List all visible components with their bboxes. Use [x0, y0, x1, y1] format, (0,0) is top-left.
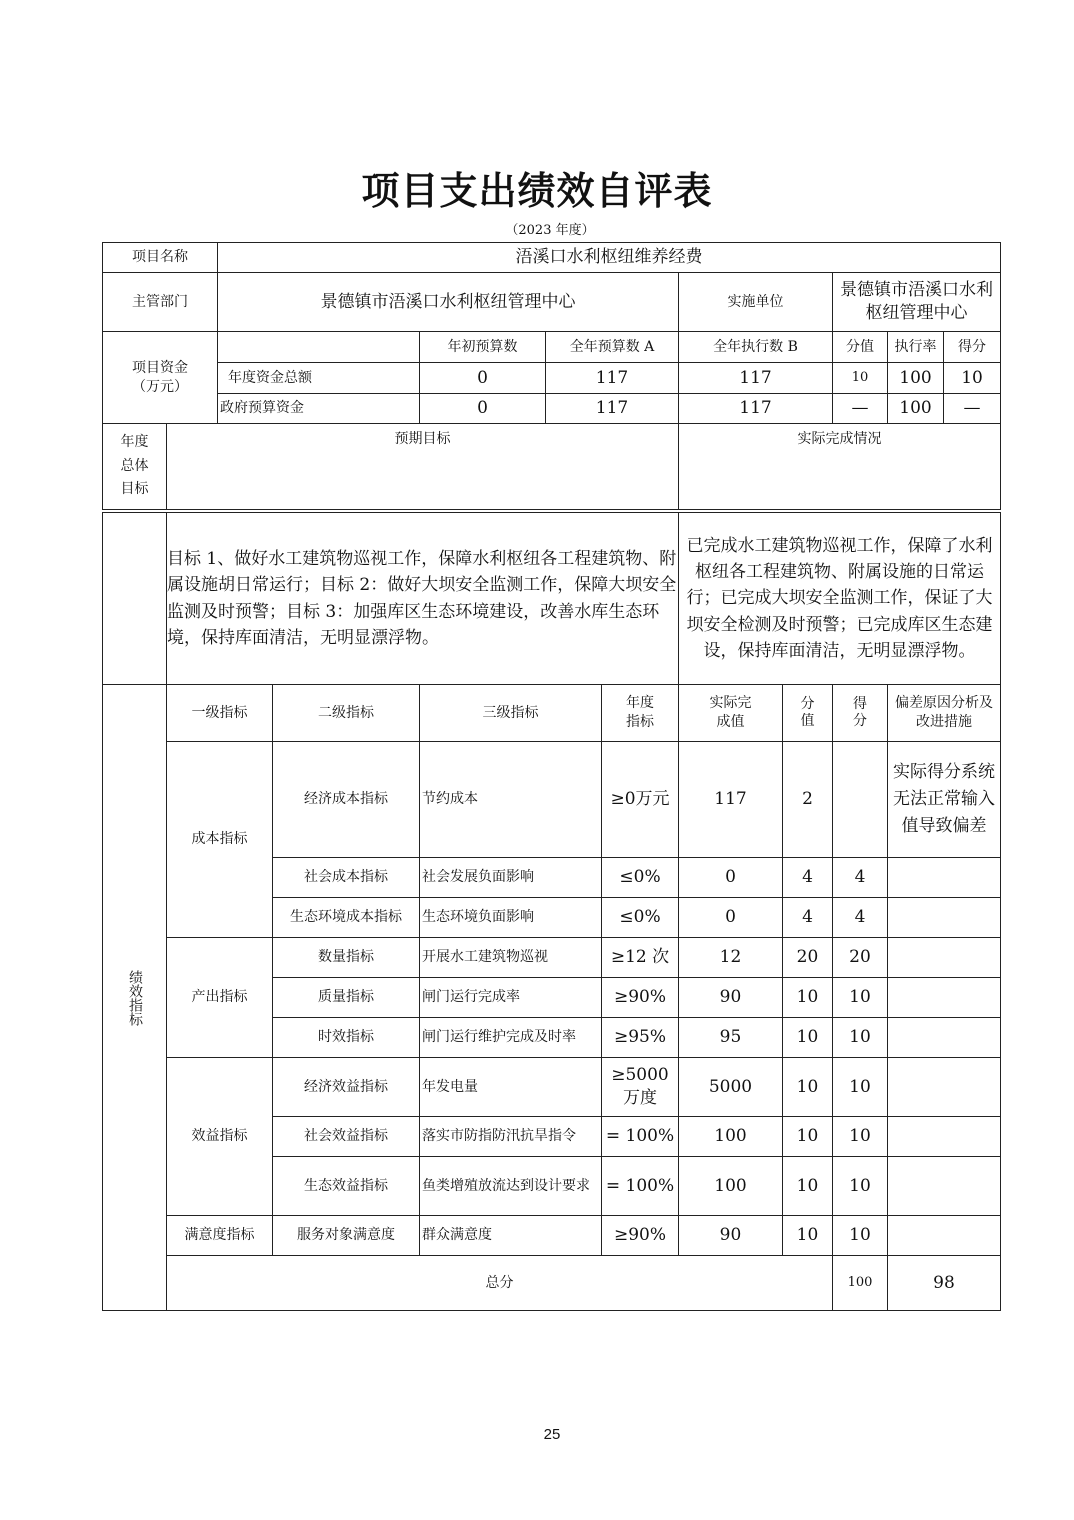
target-cell: ≥90%	[602, 978, 679, 1018]
total-label: 总分	[167, 1256, 833, 1311]
target-cell	[602, 1058, 679, 1117]
target-cell: ≥12 次	[602, 938, 679, 978]
funds-row-name: 政府预算资金	[218, 394, 420, 424]
actual-cell: 0	[679, 858, 783, 898]
level3-cell: 落实市防指防汛抗旱指令	[420, 1117, 602, 1157]
score-cell: 4	[833, 858, 888, 898]
header-weight-text: 分值	[800, 696, 815, 729]
actual-goal-text: 已完成水工建筑物巡视工作，保障了水利枢纽各工程建筑物、附属设施的日常运行；已完成大坝安全监测工作，保证了大坝安全检测及时预警；已完成库区生态建设，保持库面清洁，无明显漂浮物。	[679, 513, 1001, 685]
funds-row-initial: 0	[420, 394, 546, 424]
funds-col-score: 得分	[944, 332, 1001, 363]
level2-cell: 生态效益指标	[273, 1157, 420, 1216]
target-cell: ≤0%	[602, 898, 679, 938]
weight-cell: 10	[783, 978, 833, 1018]
dept-label: 主管部门	[103, 273, 218, 332]
funds-label-line2: （万元）	[132, 378, 188, 395]
target-cell: ≤0%	[602, 858, 679, 898]
page-number: 25	[543, 1426, 561, 1443]
fiscal-year: （2023 年度）	[505, 223, 595, 238]
level3-cell: 节约成本	[420, 742, 602, 858]
reason-cell	[888, 1018, 1001, 1058]
header-weight	[783, 685, 833, 742]
header-level1: 一级指标	[167, 685, 273, 742]
indicator-row	[103, 938, 1001, 978]
reason-cell	[888, 1216, 1001, 1256]
score-cell: 10	[833, 1157, 888, 1216]
reason-cell	[888, 978, 1001, 1018]
project-name-label: 项目名称	[103, 243, 218, 273]
reason-cell	[888, 1157, 1001, 1216]
level3-cell: 年发电量	[420, 1058, 602, 1117]
reason-cell	[888, 858, 1001, 898]
level1-cell: 产出指标	[167, 938, 273, 1058]
header-score-text: 得分	[853, 696, 867, 729]
weight-cell: 10	[783, 1058, 833, 1117]
actual-cell: 100	[679, 1157, 783, 1216]
indicator-row	[103, 1216, 1001, 1256]
funds-col-rate: 执行率	[888, 332, 944, 363]
actual-cell: 100	[679, 1117, 783, 1157]
goals-header-table	[102, 423, 1001, 510]
funds-row-rate: 100	[888, 394, 944, 424]
funds-col-initial: 年初预算数	[420, 332, 546, 363]
weight-cell: 4	[783, 858, 833, 898]
funds-row-rate: 100	[888, 363, 944, 394]
actual-cell: 117	[679, 742, 783, 858]
level3-cell: 闸门运行维护完成及时率	[420, 1018, 602, 1058]
reason-cell	[888, 938, 1001, 978]
funds-col-annual: 全年预算数 A	[546, 332, 679, 363]
level3-cell: 开展水工建筑物巡视	[420, 938, 602, 978]
indicator-row	[103, 1058, 1001, 1117]
funds-row-initial: 0	[420, 363, 546, 394]
weight-cell: 10	[783, 1018, 833, 1058]
weight-cell: 4	[783, 898, 833, 938]
header-actual-text: 实际完成值	[709, 695, 752, 730]
target-text: ≥5000万度	[611, 1065, 669, 1108]
funds-header-empty	[218, 332, 420, 363]
impl-value: 景德镇市浯溪口水利枢纽管理中心	[833, 273, 1001, 332]
weight-cell: 10	[783, 1216, 833, 1256]
total-score: 98	[888, 1256, 1001, 1311]
score-cell: 10	[833, 1058, 888, 1117]
weight-cell: 10	[783, 1117, 833, 1157]
target-cell: = 100%	[602, 1117, 679, 1157]
level2-cell: 经济成本指标	[273, 742, 420, 858]
actual-goal-header: 实际完成情况	[679, 424, 1001, 510]
total-row	[103, 1256, 1001, 1311]
header-level3: 三级指标	[420, 685, 602, 742]
level3-cell: 生态环境负面影响	[420, 898, 602, 938]
level2-cell: 时效指标	[273, 1018, 420, 1058]
funds-header-row	[103, 332, 1001, 363]
indicators-header-row	[103, 685, 1001, 742]
actual-cell: 90	[679, 1216, 783, 1256]
header-reason-text: 偏差原因分析及改进措施	[895, 695, 993, 730]
funds-row-weight: 10	[833, 363, 888, 394]
actual-cell: 0	[679, 898, 783, 938]
page-title: 项目支出绩效自评表	[361, 169, 713, 213]
reason-cell	[888, 742, 1001, 858]
funds-col-executed: 全年执行数 B	[679, 332, 833, 363]
score-cell	[833, 742, 888, 858]
project-name-row	[103, 243, 1001, 273]
level1-cell: 满意度指标	[167, 1216, 273, 1256]
funds-row-weight: —	[833, 394, 888, 424]
header-level2: 二级指标	[273, 685, 420, 742]
expected-goal-text: 目标 1、做好水工建筑物巡视工作，保障水利枢纽各工程建筑物、附属设施胡日常运行；目标 2：做好大坝安全监测工作，保障大坝安全监测及时预警；目标 3：加强库区生态环境建设，改善水库生态环境，保持库面清洁，无明显漂浮物。	[167, 513, 679, 685]
expected-goal-header: 预期目标	[167, 424, 679, 510]
header-target-text: 年度指标	[626, 695, 654, 730]
header-score	[833, 685, 888, 742]
score-cell: 10	[833, 1018, 888, 1058]
target-cell: ≥0万元	[602, 742, 679, 858]
level2-cell: 生态环境成本指标	[273, 898, 420, 938]
reason-text: 实际得分系统无法正常输入值导致偏差	[893, 761, 995, 837]
funds-row-score: 10	[944, 363, 1001, 394]
goals-label	[103, 424, 167, 510]
reason-cell	[888, 898, 1001, 938]
funds-label-line1: 项目资金	[132, 359, 188, 376]
indicators-section-text: 绩效指标	[126, 969, 143, 1026]
goals-content-table	[102, 512, 1001, 685]
target-cell: ≥90%	[602, 1216, 679, 1256]
level2-cell: 社会效益指标	[273, 1117, 420, 1157]
project-name-value: 浯溪口水利枢纽维养经费	[218, 243, 1001, 273]
indicator-row	[103, 742, 1001, 858]
score-cell: 10	[833, 1216, 888, 1256]
level3-cell: 鱼类增殖放流达到设计要求	[420, 1157, 602, 1216]
reason-cell	[888, 1058, 1001, 1117]
level2-cell: 经济效益指标	[273, 1058, 420, 1117]
funds-row-score: —	[944, 394, 1001, 424]
level3-cell: 社会发展负面影响	[420, 858, 602, 898]
level3-cell: 闸门运行完成率	[420, 978, 602, 1018]
total-weight: 100	[833, 1256, 888, 1311]
header-actual	[679, 685, 783, 742]
level2-cell: 质量指标	[273, 978, 420, 1018]
score-cell: 20	[833, 938, 888, 978]
indicators-table	[102, 684, 1001, 1311]
indicators-section-label	[103, 685, 167, 1311]
target-cell: = 100%	[602, 1157, 679, 1216]
weight-cell: 20	[783, 938, 833, 978]
level1-cell: 效益指标	[167, 1058, 273, 1216]
header-target	[602, 685, 679, 742]
score-cell: 4	[833, 898, 888, 938]
actual-cell: 12	[679, 938, 783, 978]
dept-value: 景德镇市浯溪口水利枢纽管理中心	[218, 273, 679, 332]
goals-label-text: 年度总体目标	[120, 433, 149, 498]
dept-row	[103, 273, 1001, 332]
score-cell: 10	[833, 1117, 888, 1157]
funds-row-name: 年度资金总额	[218, 363, 420, 394]
level2-cell: 数量指标	[273, 938, 420, 978]
level3-cell: 群众满意度	[420, 1216, 602, 1256]
header-reason	[888, 685, 1001, 742]
funds-row-executed: 117	[679, 394, 833, 424]
funds-row-annual: 117	[546, 363, 679, 394]
impl-label: 实施单位	[679, 273, 833, 332]
reason-cell	[888, 1117, 1001, 1157]
level2-cell: 社会成本指标	[273, 858, 420, 898]
funds-label	[103, 332, 218, 424]
goals-empty-cell	[103, 513, 167, 685]
target-cell: ≥95%	[602, 1018, 679, 1058]
funds-row-annual: 117	[546, 394, 679, 424]
actual-cell: 5000	[679, 1058, 783, 1117]
actual-cell: 95	[679, 1018, 783, 1058]
actual-cell: 90	[679, 978, 783, 1018]
funds-col-weight: 分值	[833, 332, 888, 363]
weight-cell: 2	[783, 742, 833, 858]
funds-row-executed: 117	[679, 363, 833, 394]
funds-row	[103, 394, 1001, 424]
level1-cell: 成本指标	[167, 742, 273, 938]
score-cell: 10	[833, 978, 888, 1018]
weight-cell: 10	[783, 1157, 833, 1216]
funds-row	[103, 363, 1001, 394]
info-table	[102, 242, 1001, 424]
level2-cell: 服务对象满意度	[273, 1216, 420, 1256]
